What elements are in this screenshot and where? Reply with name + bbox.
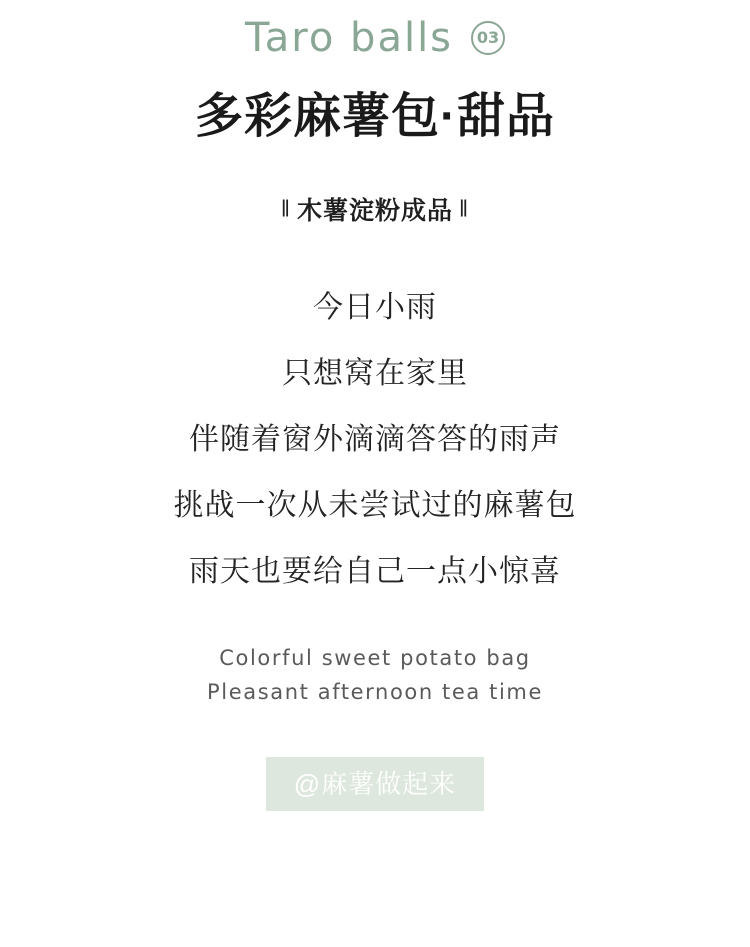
step-number-badge: 03 — [471, 21, 505, 55]
double-bar-left-icon: ‖ — [280, 194, 291, 222]
subtitle-text: 木薯淀粉成品 — [296, 196, 453, 225]
page-title: 多彩麻薯包·甜品 — [195, 90, 555, 143]
poem-line: 挑战一次从未尝试过的麻薯包 — [173, 488, 577, 522]
subtitle — [281, 191, 469, 227]
caption-line: Colorful sweet potato bag — [219, 645, 531, 670]
header-row — [244, 15, 505, 61]
english-caption — [207, 645, 543, 706]
hashtag-chip: @麻薯做起来 — [266, 757, 484, 811]
poem-line: 今日小雨 — [313, 290, 437, 324]
poem-line: 雨天也要给自己一点小惊喜 — [189, 554, 561, 588]
poem-block — [174, 275, 577, 605]
poem-line: 只想窝在家里 — [282, 356, 468, 390]
caption-line: Pleasant afternoon tea time — [207, 679, 543, 704]
double-bar-right-icon: ‖ — [459, 194, 470, 222]
latin-title: Taro balls — [244, 15, 454, 61]
poem-line: 伴随着窗外滴滴答答的雨声 — [189, 422, 561, 456]
